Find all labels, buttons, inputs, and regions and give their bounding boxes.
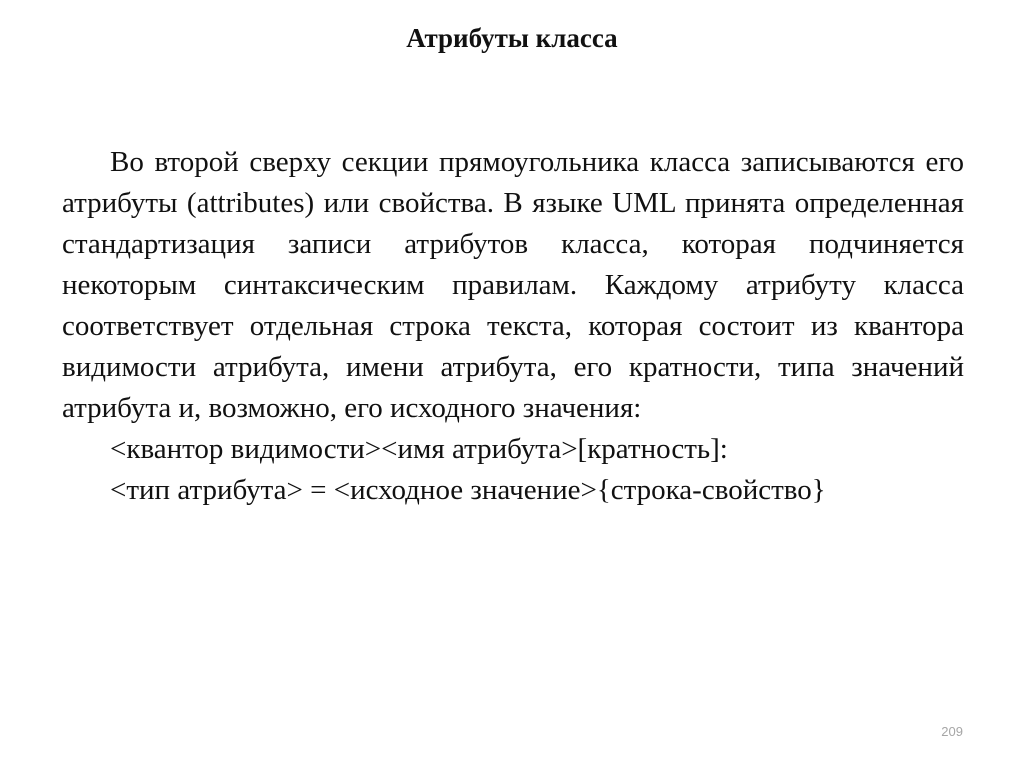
syntax-line-2: <тип атрибута> = <исходное значение>{строка-свойство} xyxy=(110,474,826,506)
syntax-line-1: <квантор видимости><имя атрибута>[кратность]: xyxy=(110,433,728,465)
page-number: 209 xyxy=(941,724,963,739)
slide-body xyxy=(62,142,964,511)
body-paragraph: Во второй сверху секции прямоугольника класса записываются его атрибуты (attributes) или свойства. В языке UML принята определенная стандартизация записи атрибутов класса, которая подчиняется некоторым синтаксическим правилам. Каждому атрибуту класса соответствует отдельная строка текста, которая состоит из квантора видимости атрибута, имени атрибута, его кратности, типа значений атрибута и, возможно, его исходного значения: xyxy=(62,146,964,424)
slide-title: Атрибуты класса xyxy=(406,23,618,54)
